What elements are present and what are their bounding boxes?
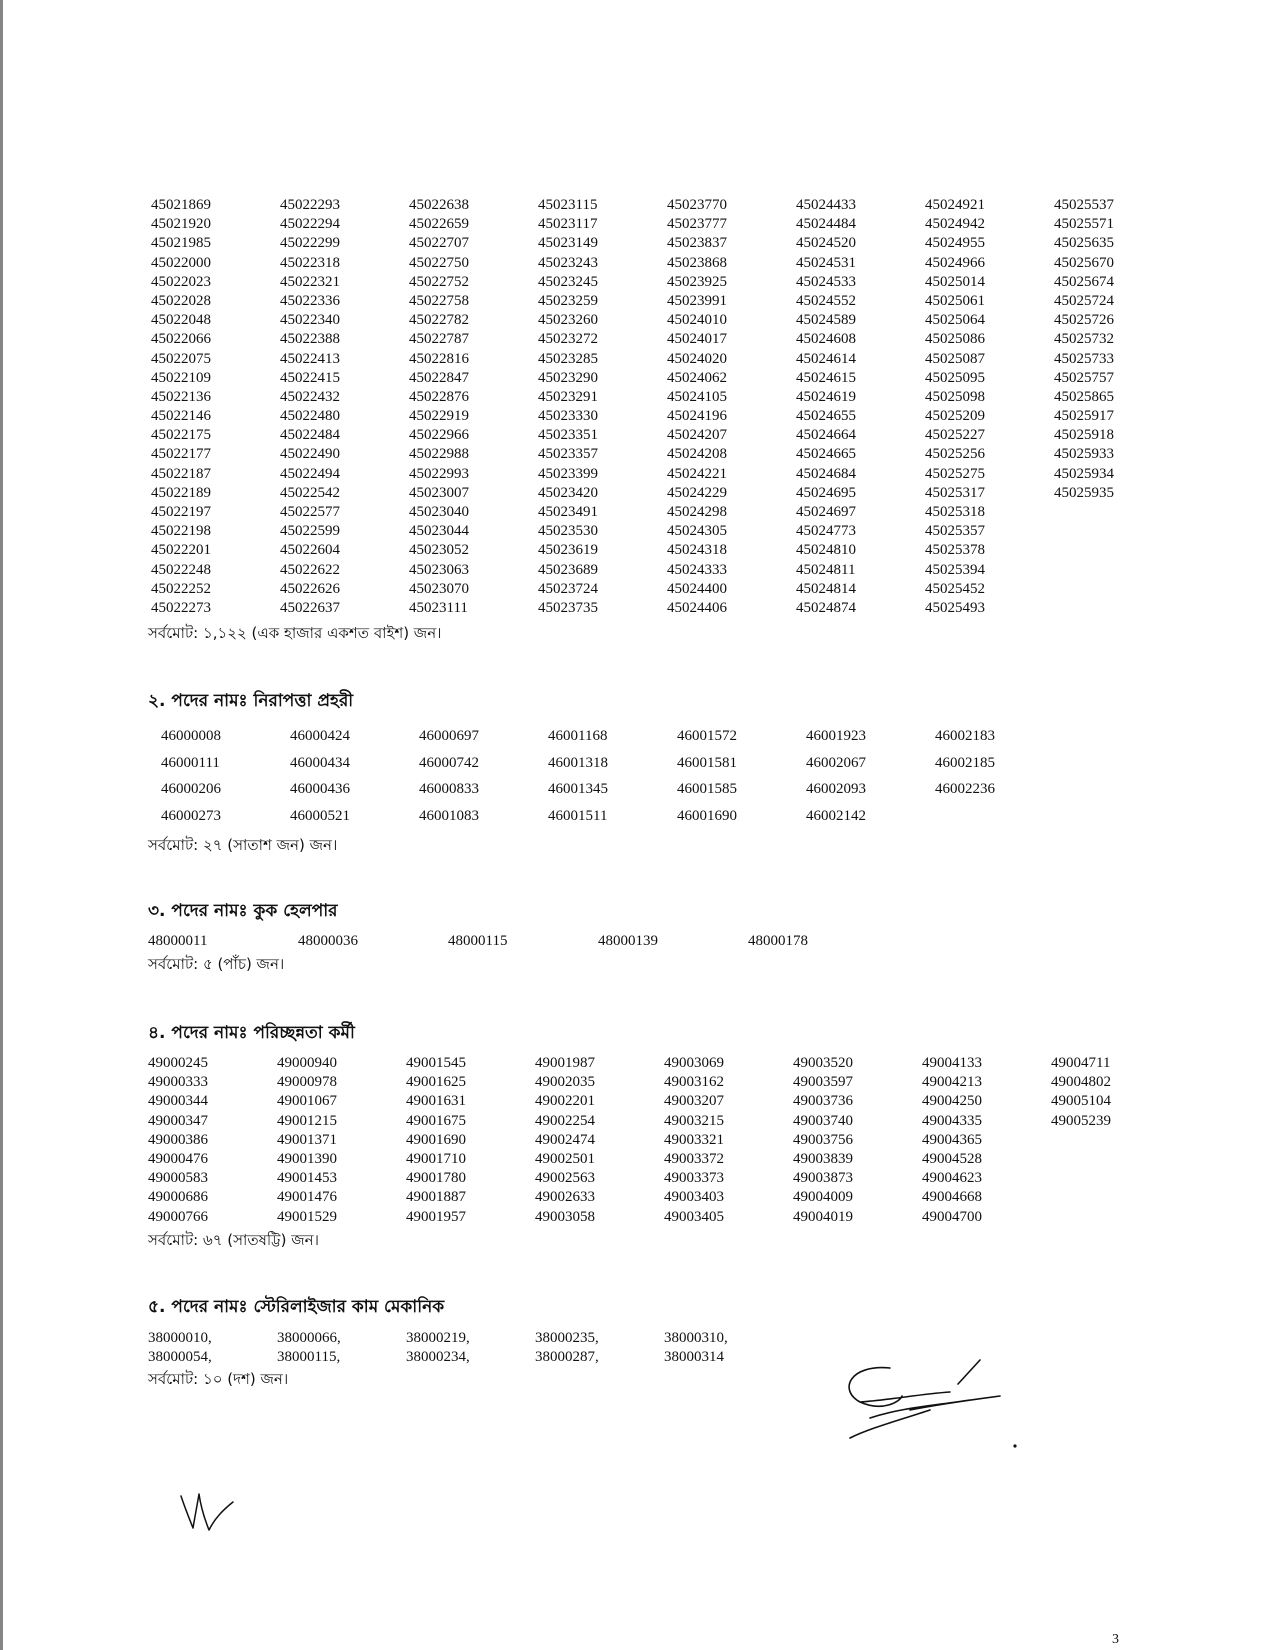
roll-number: 45022993 (409, 465, 469, 482)
roll-number: 45024207 (667, 427, 727, 444)
roll-number: 45022750 (409, 254, 469, 271)
roll-number: 49003597 (793, 1074, 853, 1091)
roll-number: 45022638 (409, 197, 469, 213)
roll-number: 45022752 (409, 273, 469, 290)
roll-number: 45023991 (667, 292, 727, 309)
roll-number: 45025317 (925, 484, 985, 501)
roll-number: 45022336 (280, 292, 340, 309)
roll-number: 45025087 (925, 350, 985, 367)
roll-number: 49002633 (535, 1189, 595, 1206)
roll-number: 45024614 (796, 350, 856, 367)
roll-number: 48000115 (448, 933, 508, 949)
roll-number: 45024608 (796, 331, 856, 348)
roll-number: 49001476 (277, 1189, 337, 1206)
roll-number: 46001345 (548, 781, 608, 797)
roll-number: 45023399 (538, 465, 598, 482)
roll-number: 48000178 (748, 933, 808, 949)
roll-number: 49004700 (922, 1208, 982, 1225)
roll-number: 45024221 (667, 465, 727, 482)
roll-number: 45025537 (1054, 197, 1114, 213)
roll-number: 45024433 (796, 197, 856, 213)
roll-number: 45022876 (409, 388, 469, 405)
roll-number: 46001581 (677, 754, 737, 771)
section1-number-list (151, 196, 1183, 618)
roll-number: 45022966 (409, 427, 469, 444)
roll-number: 45022066 (151, 331, 211, 348)
roll-number: 45024966 (925, 254, 985, 271)
roll-number: 45023259 (538, 292, 598, 309)
roll-number: 45022659 (409, 216, 469, 233)
roll-number: 45023777 (667, 216, 727, 233)
roll-number: 45023040 (409, 504, 469, 520)
roll-number: 45022787 (409, 331, 469, 348)
roll-number: 45025227 (925, 427, 985, 444)
roll-number: 49001453 (277, 1170, 337, 1187)
roll-number: 46000206 (161, 781, 221, 797)
roll-number: 45024020 (667, 350, 727, 367)
roll-number: 45023291 (538, 388, 598, 405)
roll-number: 45022299 (280, 235, 340, 252)
roll-number: 49000347 (148, 1112, 208, 1129)
roll-number: 45023007 (409, 484, 469, 501)
roll-number: 46000111 (161, 754, 220, 771)
roll-number: 49003873 (793, 1170, 853, 1187)
roll-number: 45024017 (667, 331, 727, 348)
roll-number: 45024697 (796, 504, 856, 520)
roll-number: 45025086 (925, 331, 985, 348)
roll-number: 45022248 (151, 561, 211, 578)
section3-total: সর্বমোট: ৫ (পাঁচ) জন। (148, 955, 285, 973)
roll-number: 49004250 (922, 1093, 982, 1110)
roll-number: 46002183 (935, 728, 995, 744)
roll-number: 49002474 (535, 1131, 595, 1148)
roll-number: 45023357 (538, 446, 598, 463)
roll-number: 45023868 (667, 254, 727, 271)
roll-number: 45022388 (280, 331, 340, 348)
roll-number: 46001511 (548, 807, 608, 824)
roll-number: 45024400 (667, 580, 727, 597)
roll-number: 46001923 (806, 728, 866, 744)
roll-number: 45023689 (538, 561, 598, 578)
section2-number-list (161, 728, 1064, 834)
roll-number: 45022415 (280, 369, 340, 386)
roll-number: 45022273 (151, 599, 211, 616)
roll-number: 45025757 (1054, 369, 1114, 386)
roll-number: 45024773 (796, 523, 856, 540)
roll-number: 45025933 (1054, 446, 1114, 463)
roll-number: 45022187 (151, 465, 211, 482)
roll-number: 45022293 (280, 197, 340, 213)
roll-number: 45025571 (1054, 216, 1114, 233)
section1-total: সর্বমোট: ১,১২২ (এক হাজার একশত বাইশ) জন। (148, 624, 442, 642)
roll-number: 46002185 (935, 754, 995, 771)
roll-number: 45024874 (796, 599, 856, 616)
roll-number: 45025452 (925, 580, 985, 597)
roll-number: 49004711 (1051, 1055, 1111, 1071)
roll-number: 49003405 (664, 1208, 724, 1225)
roll-number: 45022847 (409, 369, 469, 386)
roll-number: 45021920 (151, 216, 211, 233)
roll-number: 45022599 (280, 523, 340, 540)
roll-number: 46000521 (290, 807, 350, 824)
roll-number: 45023724 (538, 580, 598, 597)
roll-number: 45024062 (667, 369, 727, 386)
roll-number: 49003058 (535, 1208, 595, 1225)
roll-number: 45024695 (796, 484, 856, 501)
roll-number: 49000344 (148, 1093, 208, 1110)
roll-number: 45022294 (280, 216, 340, 233)
roll-number: 38000234, (406, 1349, 470, 1365)
roll-number: 38000310, (664, 1330, 728, 1346)
roll-number: 49003756 (793, 1131, 853, 1148)
roll-number: 49003321 (664, 1131, 724, 1148)
roll-number: 45024921 (925, 197, 985, 213)
roll-number: 45025378 (925, 542, 985, 559)
roll-number: 45025670 (1054, 254, 1114, 271)
roll-number: 45023260 (538, 312, 598, 329)
roll-number: 38000235, (535, 1330, 599, 1346)
roll-number: 49000940 (277, 1055, 337, 1071)
roll-number: 45024229 (667, 484, 727, 501)
roll-number: 45021985 (151, 235, 211, 252)
roll-number: 45022637 (280, 599, 340, 616)
roll-number: 45023149 (538, 235, 598, 252)
roll-number: 45022252 (151, 580, 211, 597)
roll-number: 49001545 (406, 1055, 466, 1071)
roll-number: 45022758 (409, 292, 469, 309)
roll-number: 49004668 (922, 1189, 982, 1206)
roll-number: 49001887 (406, 1189, 466, 1206)
roll-number: 45022197 (151, 504, 211, 520)
roll-number: 45023530 (538, 523, 598, 540)
roll-number: 45023245 (538, 273, 598, 290)
section3-heading: ৩. পদের নামঃ কুক হেলপার (148, 901, 338, 921)
roll-number: 45022075 (151, 350, 211, 367)
page-scan-edge (0, 0, 3, 1650)
roll-number: 45023115 (538, 197, 598, 213)
section4-number-list (148, 1054, 1180, 1227)
roll-number: 49004133 (922, 1055, 982, 1071)
roll-number: 45022413 (280, 350, 340, 367)
roll-number: 49004019 (793, 1208, 853, 1225)
roll-number: 45022480 (280, 408, 340, 425)
roll-number: 45025935 (1054, 484, 1114, 501)
roll-number: 48000011 (148, 933, 208, 949)
roll-number: 49001710 (406, 1150, 466, 1167)
roll-number: 46000833 (419, 781, 479, 797)
roll-number: 49000766 (148, 1208, 208, 1225)
roll-number: 38000219, (406, 1330, 470, 1346)
roll-number: 49003403 (664, 1189, 724, 1206)
roll-number: 49001371 (277, 1131, 337, 1148)
roll-number: 49004335 (922, 1112, 982, 1129)
roll-number: 49001529 (277, 1208, 337, 1225)
roll-number: 45022000 (151, 254, 211, 271)
roll-number: 45025095 (925, 369, 985, 386)
roll-number: 45022484 (280, 427, 340, 444)
roll-number: 49002254 (535, 1112, 595, 1129)
roll-number: 45023770 (667, 197, 727, 213)
roll-number: 45021869 (151, 197, 211, 213)
roll-number: 45024208 (667, 446, 727, 463)
roll-number: 49003740 (793, 1112, 853, 1129)
roll-number: 49004213 (922, 1074, 982, 1091)
roll-number: 49001957 (406, 1208, 466, 1225)
roll-number: 45025726 (1054, 312, 1114, 329)
roll-number: 49004802 (1051, 1074, 1111, 1091)
roll-number: 45023272 (538, 331, 598, 348)
roll-number: 38000054, (148, 1349, 212, 1365)
roll-number: 45024664 (796, 427, 856, 444)
roll-number: 45022432 (280, 388, 340, 405)
roll-number: 45023330 (538, 408, 598, 425)
roll-number: 45024298 (667, 504, 727, 520)
section2-total: সর্বমোট: ২৭ (সাতাশ জন) জন। (148, 836, 338, 854)
roll-number: 45023070 (409, 580, 469, 597)
roll-number: 49004365 (922, 1131, 982, 1148)
roll-number: 45024552 (796, 292, 856, 309)
roll-number: 49003207 (664, 1093, 724, 1110)
roll-number: 45022494 (280, 465, 340, 482)
roll-number: 45022782 (409, 312, 469, 329)
roll-number: 49000686 (148, 1189, 208, 1206)
roll-number: 45023117 (538, 216, 598, 233)
roll-number: 45024942 (925, 216, 985, 233)
roll-number: 48000036 (298, 933, 358, 949)
roll-number: 46002093 (806, 781, 866, 797)
roll-number: 49003373 (664, 1170, 724, 1187)
roll-number: 45022136 (151, 388, 211, 405)
initials-mark (175, 1488, 245, 1538)
roll-number: 49001690 (406, 1131, 466, 1148)
roll-number: 45025357 (925, 523, 985, 540)
roll-number: 45023735 (538, 599, 598, 616)
roll-number: 45023044 (409, 523, 469, 540)
section5-total: সর্বমোট: ১০ (দশ) জন। (148, 1370, 289, 1388)
roll-number: 45022622 (280, 561, 340, 578)
roll-number: 45023351 (538, 427, 598, 444)
roll-number: 45024305 (667, 523, 727, 540)
roll-number: 45025733 (1054, 350, 1114, 367)
roll-number: 45023619 (538, 542, 598, 559)
roll-number: 45023111 (409, 599, 468, 616)
roll-number: 49003215 (664, 1112, 724, 1129)
roll-number: 45022577 (280, 504, 340, 520)
roll-number: 45022340 (280, 312, 340, 329)
roll-number: 45022988 (409, 446, 469, 463)
roll-number: 45023063 (409, 561, 469, 578)
roll-number: 49003839 (793, 1150, 853, 1167)
roll-number: 45025493 (925, 599, 985, 616)
roll-number: 49000386 (148, 1131, 208, 1148)
roll-number: 46001585 (677, 781, 737, 797)
roll-number: 38000066, (277, 1330, 341, 1346)
roll-number: 49004623 (922, 1170, 982, 1187)
roll-number: 45024406 (667, 599, 727, 616)
roll-number: 45022177 (151, 446, 211, 463)
roll-number: 45023491 (538, 504, 598, 520)
roll-number: 49001215 (277, 1112, 337, 1129)
roll-number: 45023837 (667, 235, 727, 252)
roll-number: 45024196 (667, 408, 727, 425)
roll-number: 45023243 (538, 254, 598, 271)
roll-number: 49002035 (535, 1074, 595, 1091)
section5-heading: ৫. পদের নামঃ স্টেরিলাইজার কাম মেকানিক (148, 1297, 445, 1317)
roll-number: 45022604 (280, 542, 340, 559)
roll-number: 45024814 (796, 580, 856, 597)
roll-number: 46000273 (161, 807, 221, 824)
roll-number: 45023285 (538, 350, 598, 367)
roll-number: 45025917 (1054, 408, 1114, 425)
roll-number: 45025275 (925, 465, 985, 482)
roll-number: 45025014 (925, 273, 985, 290)
roll-number: 49002563 (535, 1170, 595, 1187)
roll-number: 45024533 (796, 273, 856, 290)
roll-number: 45025061 (925, 292, 985, 309)
roll-number: 45022321 (280, 273, 340, 290)
roll-number: 45024684 (796, 465, 856, 482)
roll-number: 49001780 (406, 1170, 466, 1187)
roll-number: 46001083 (419, 807, 479, 824)
roll-number: 45025318 (925, 504, 985, 520)
section4-heading: ৪. পদের নামঃ পরিচ্ছন্নতা কর্মী (148, 1023, 355, 1043)
roll-number: 45022048 (151, 312, 211, 329)
roll-number: 45024955 (925, 235, 985, 252)
section2-heading: ২. পদের নামঃ নিরাপত্তা প্রহরী (148, 691, 354, 711)
roll-number: 46002142 (806, 807, 866, 824)
roll-number: 45024105 (667, 388, 727, 405)
roll-number: 49001675 (406, 1112, 466, 1129)
roll-number: 45024665 (796, 446, 856, 463)
roll-number: 45023052 (409, 542, 469, 559)
roll-number: 45025256 (925, 446, 985, 463)
roll-number: 49001390 (277, 1150, 337, 1167)
roll-number: 45022023 (151, 273, 211, 290)
roll-number: 45024655 (796, 408, 856, 425)
roll-number: 45022626 (280, 580, 340, 597)
roll-number: 45024619 (796, 388, 856, 405)
roll-number: 45022189 (151, 484, 211, 501)
roll-number: 49000245 (148, 1055, 208, 1071)
section5-number-list (148, 1330, 793, 1368)
roll-number: 38000287, (535, 1349, 599, 1365)
roll-number: 45024811 (796, 561, 856, 578)
roll-number: 45023925 (667, 273, 727, 290)
roll-number: 49000333 (148, 1074, 208, 1091)
roll-number: 45022198 (151, 523, 211, 540)
roll-number: 49000476 (148, 1150, 208, 1167)
roll-number: 45025209 (925, 408, 985, 425)
roll-number: 45025934 (1054, 465, 1114, 482)
roll-number: 49001625 (406, 1074, 466, 1091)
roll-number: 45024010 (667, 312, 727, 329)
roll-number: 45024615 (796, 369, 856, 386)
roll-number: 49003372 (664, 1150, 724, 1167)
roll-number: 45022490 (280, 446, 340, 463)
roll-number: 45022175 (151, 427, 211, 444)
roll-number: 45025674 (1054, 273, 1114, 290)
roll-number: 46001690 (677, 807, 737, 824)
roll-number: 45025064 (925, 312, 985, 329)
roll-number: 46000008 (161, 728, 221, 744)
roll-number: 45022146 (151, 408, 211, 425)
roll-number: 49001631 (406, 1093, 466, 1110)
roll-number: 38000115, (277, 1349, 341, 1365)
roll-number: 49004528 (922, 1150, 982, 1167)
roll-number: 46000424 (290, 728, 350, 744)
roll-number: 45025865 (1054, 388, 1114, 405)
roll-number: 45024589 (796, 312, 856, 329)
roll-number: 49001067 (277, 1093, 337, 1110)
signature-mark (830, 1350, 1030, 1450)
roll-number: 45024531 (796, 254, 856, 271)
roll-number: 46000697 (419, 728, 479, 744)
roll-number: 45022919 (409, 408, 469, 425)
roll-number: 49000978 (277, 1074, 337, 1091)
roll-number: 46002236 (935, 781, 995, 797)
roll-number: 49004009 (793, 1189, 853, 1206)
roll-number: 46000436 (290, 781, 350, 797)
roll-number: 38000010, (148, 1330, 212, 1346)
roll-number: 45025732 (1054, 331, 1114, 348)
roll-number: 45022816 (409, 350, 469, 367)
roll-number: 49005239 (1051, 1112, 1111, 1129)
page-number: 3 (1112, 1632, 1119, 1647)
roll-number: 46000434 (290, 754, 350, 771)
roll-number: 45024484 (796, 216, 856, 233)
roll-number: 45022542 (280, 484, 340, 501)
roll-number: 49003520 (793, 1055, 853, 1071)
roll-number: 45025918 (1054, 427, 1114, 444)
roll-number: 49002201 (535, 1093, 595, 1110)
roll-number: 49003069 (664, 1055, 724, 1071)
section3-number-list (148, 933, 898, 950)
roll-number: 46002067 (806, 754, 866, 771)
roll-number: 49003736 (793, 1093, 853, 1110)
roll-number: 45022028 (151, 292, 211, 309)
roll-number: 49001987 (535, 1055, 595, 1071)
roll-number: 46001572 (677, 728, 737, 744)
roll-number: 45024333 (667, 561, 727, 578)
roll-number: 45025394 (925, 561, 985, 578)
roll-number (935, 808, 1064, 835)
roll-number: 49003162 (664, 1074, 724, 1091)
roll-number: 49002501 (535, 1150, 595, 1167)
roll-number: 45025724 (1054, 292, 1114, 309)
roll-number: 46000742 (419, 754, 479, 771)
roll-number: 45023290 (538, 369, 598, 386)
section4-total: সর্বমোট: ৬৭ (সাতষট্টি) জন। (148, 1231, 319, 1249)
roll-number: 45022201 (151, 542, 211, 559)
roll-number: 49005104 (1051, 1093, 1111, 1110)
roll-number: 45023420 (538, 484, 598, 501)
roll-number: 45025635 (1054, 235, 1114, 252)
roll-number: 49000583 (148, 1170, 208, 1187)
roll-number: 45022318 (280, 254, 340, 271)
roll-number: 45025098 (925, 388, 985, 405)
roll-number: 45024520 (796, 235, 856, 252)
roll-number: 38000314 (664, 1349, 724, 1365)
roll-number: 45024810 (796, 542, 856, 559)
roll-number: 48000139 (598, 933, 658, 949)
roll-number: 45024318 (667, 542, 727, 559)
roll-number: 45022707 (409, 235, 469, 252)
roll-number: 46001168 (548, 728, 608, 744)
roll-number: 45022109 (151, 369, 211, 386)
roll-number: 46001318 (548, 754, 608, 771)
